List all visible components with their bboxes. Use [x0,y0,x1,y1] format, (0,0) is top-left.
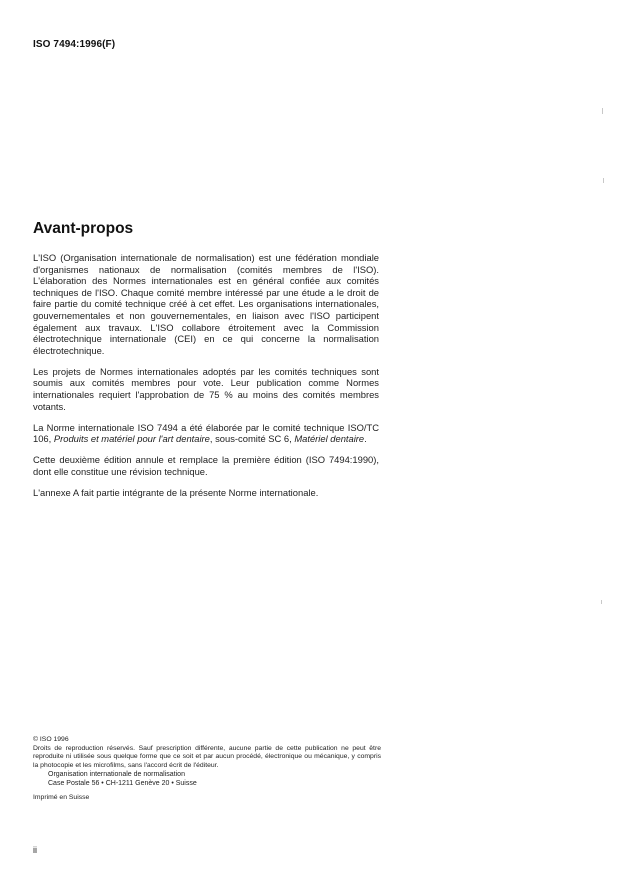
page-number: ii [33,845,37,855]
subcommittee-name: Matériel dentaire [294,433,365,445]
committee-text-e: . [364,433,367,445]
paragraph-edition: Cette deuxième édition annule et remplace la première édition (ISO 7494:1990), dont elle constitue une révision technique. [33,454,379,477]
organization-name: Organisation internationale de normalisation [48,770,185,778]
document-id-header: ISO 7494:1996(F) [33,39,116,50]
committee-text-c: , sous-comité SC 6, [209,433,295,445]
printed-in: Imprimé en Suisse [33,794,90,802]
scan-speck [602,108,603,114]
organization-address: Case Postale 56 • CH-1211 Genève 20 • Suisse [48,780,197,788]
paragraph-committee [33,422,379,445]
section-title: Avant-propos [33,220,134,237]
paragraph-annex: L'annexe A fait partie intégrante de la présente Norme internationale. [33,487,319,499]
scan-speck [603,178,604,183]
paragraph-voting: Les projets de Normes internationales adoptés par les comités techniques sont soumis aux comités membres pour vote. Leur publication comme Normes internationales requiert l'approbation de 75 % au moins des comités membres votants. [33,365,379,412]
copyright-line: © ISO 1996 [33,736,69,743]
committee-text-a: La Norme internationale ISO 7494 a été élaborée par le comité technique ISO/TC 106, [33,421,379,445]
legal-notice [33,736,381,802]
committee-name: Produits et matériel pour l'art dentaire [53,433,210,445]
rights-statement: Droits de reproduction réservés. Sauf prescription différente, aucune partie de cette publication ne peut être reproduite ni utilisée sous quelque forme que ce soit et par aucun procédé, électronique ou mécanique, y compris la photocopie et les microfilms, sans l'accord écrit de l'éditeur. [33,745,381,769]
foreword-body [33,252,379,508]
paragraph-iso-intro: L'ISO (Organisation internationale de normalisation) est une fédération mondiale d'organismes nationaux de normalisation (comités membres de l'ISO). L'élaboration des Normes internationales est en général confiée aux comités techniques de l'ISO. Chaque comité membre intéressé par une étude a le droit de faire partie du comité technique créé à cet effet. Les organisations internationales, gouvernementales et non gouvernementales, en liaison avec l'ISO participent également aux travaux. L'ISO collabore étroitement avec la Commission électrotechnique internationale (CEI) en ce qui concerne la normalisation électrotechnique. [33,252,379,356]
scan-speck [601,600,602,604]
